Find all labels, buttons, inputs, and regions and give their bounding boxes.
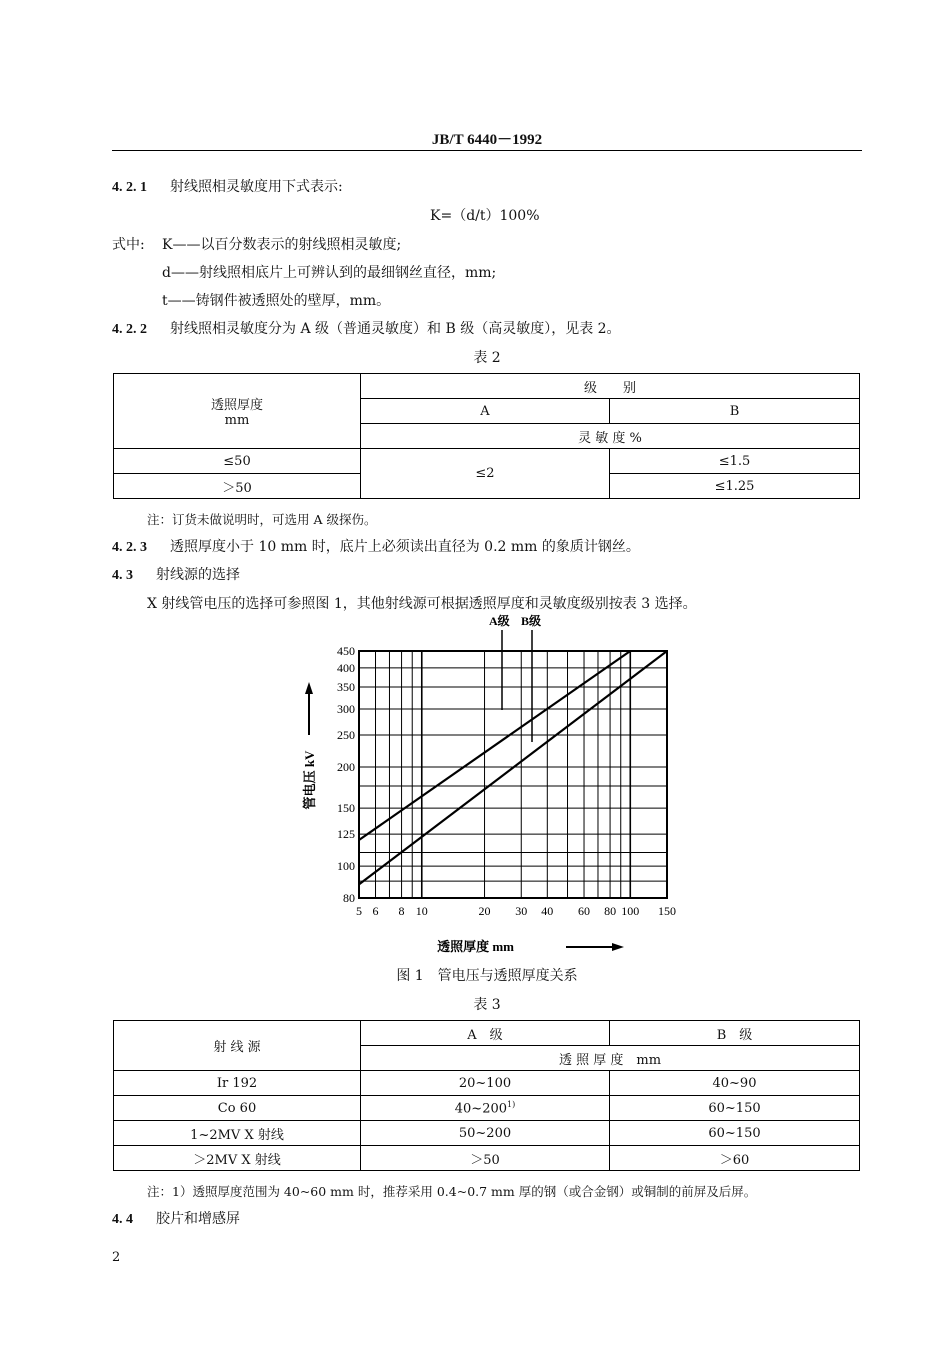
table-cell: ≤1.5 (610, 449, 860, 474)
x-tick-label: 80 (604, 904, 617, 918)
y-tick-label: 150 (337, 801, 355, 816)
section-number: 4. 3 (112, 568, 133, 583)
cell-value: 40~200 (454, 1101, 508, 1117)
table-cell (361, 1096, 610, 1121)
table-3 (113, 1020, 860, 1171)
x-tick-label: 60 (578, 904, 591, 918)
section-text: 射线照相灵敏度分为 A 级（普通灵敏度）和 B 级（高灵敏度），见表 2。 (170, 321, 621, 337)
section-4-4 (112, 1208, 240, 1228)
header-unit: mm (224, 413, 250, 428)
series-markers (489, 613, 541, 742)
series-label-b: B级 (521, 614, 542, 628)
y-tick-label: 400 (337, 660, 355, 675)
x-tick-label: 100 (621, 904, 640, 918)
table-cell: ＞50 (114, 474, 361, 499)
table2-col-b: B (610, 399, 860, 424)
table2-thickness-header (114, 374, 361, 449)
section-text: 透照厚度小于 10 mm 时，底片上必须读出直径为 0.2 mm 的象质计钢丝。 (170, 539, 640, 555)
table2-col-a: A (361, 399, 610, 424)
k-definition: K——以百分数表示的射线照相灵敏度; (162, 237, 402, 253)
y-tick-label: 250 (337, 728, 355, 743)
section-number: 4. 4 (112, 1212, 133, 1227)
table3-sub-header: 透 照 厚 度 mm (361, 1046, 860, 1071)
y-axis-arrow (305, 682, 313, 735)
x-tick-label: 8 (398, 904, 405, 918)
header-label: 透照厚度 (210, 398, 263, 413)
section-4-2-1 (112, 176, 343, 196)
section-4-3-text: X 射线管电压的选择可参照图 1，其他射线源可根据透照厚度和灵敏度级别按表 3 选择。 (147, 596, 697, 612)
formula: K=（d/t）100% (430, 208, 540, 224)
page-number: 2 (112, 1250, 121, 1265)
section-number: 4. 2. 2 (112, 322, 147, 337)
x-tick-label: 30 (515, 904, 528, 918)
x-tick-label: 6 (372, 904, 379, 918)
table3-caption: 表 3 (473, 997, 501, 1013)
y-tick-label: 450 (337, 644, 355, 658)
x-tick-label: 150 (658, 904, 676, 918)
y-tick-label: 125 (337, 827, 355, 842)
table-cell: 40~90 (610, 1071, 860, 1096)
x-tick-label: 5 (356, 904, 362, 918)
table-cell: ＞50 (361, 1146, 610, 1171)
table2-sensitivity-header: 灵 敏 度 % (361, 424, 860, 449)
table-cell: 60~150 (610, 1121, 860, 1146)
y-tick-label: 80 (343, 891, 355, 905)
y-tick-label: 100 (337, 859, 355, 874)
table2-caption: 表 2 (473, 350, 501, 366)
table-cell: 20~100 (361, 1071, 610, 1096)
y-tick-labels (337, 644, 355, 905)
table2-level-header: 级 别 (361, 374, 860, 399)
figure-caption: 图 1 管电压与透照厚度关系 (396, 968, 578, 984)
chart-svg (290, 610, 690, 960)
x-tick-label: 40 (541, 904, 554, 918)
table-cell: ≤1.25 (610, 474, 860, 499)
x-axis-label: 透照厚度 mm (437, 939, 514, 954)
table-cell: Ir 192 (114, 1071, 361, 1096)
table-cell: 1~2MV X 射线 (114, 1121, 361, 1146)
table-row (114, 1096, 860, 1121)
series-label-a: A级 (489, 614, 510, 628)
table-row (114, 1121, 860, 1146)
x-axis-arrow (566, 943, 624, 951)
table-cell: ＞60 (610, 1146, 860, 1171)
section-4-2-3 (112, 536, 640, 556)
table-row (114, 1146, 860, 1171)
section-4-2-2 (112, 318, 621, 338)
table-cell: ＞2MV X 射线 (114, 1146, 361, 1171)
x-tick-label: 10 (415, 904, 428, 918)
table-cell: ≤2 (361, 449, 610, 499)
section-4-3 (112, 564, 240, 584)
y-tick-label: 300 (337, 701, 355, 716)
table3-source-header: 射 线 源 (114, 1021, 361, 1071)
section-number: 4. 2. 1 (112, 180, 147, 195)
y-tick-label: 350 (337, 679, 355, 694)
table-cell: Co 60 (114, 1096, 361, 1121)
table2-note: 注：订货未做说明时，可选用 A 级探伤。 (147, 512, 377, 527)
table3-note: 注：1）透照厚度范围为 40~60 mm 时，推荐采用 0.4~0.7 mm 厚的钢（或合金钢）或铜制的前屏及后屏。 (147, 1184, 757, 1199)
x-tick-labels (356, 904, 676, 918)
table-cell: ≤50 (114, 449, 361, 474)
y-axis-label: 管电压 kV (302, 750, 317, 810)
where-label: 式中: (112, 237, 145, 253)
table-2 (113, 373, 860, 499)
table-row (114, 449, 860, 474)
table-cell: 60~150 (610, 1096, 860, 1121)
section-title: 射线源的选择 (156, 567, 240, 583)
d-definition: d——射线照相底片上可辨认到的最细钢丝直径，mm; (162, 265, 497, 281)
table3-a-header: A 级 (361, 1021, 610, 1046)
footnote-mark: 1) (507, 1099, 516, 1109)
y-tick-label: 200 (337, 759, 355, 774)
series-line-a (359, 651, 630, 840)
table-row (114, 1071, 860, 1096)
t-definition: t——铸钢件被透照处的壁厚，mm。 (162, 293, 391, 309)
table-cell: 50~200 (361, 1121, 610, 1146)
section-number: 4. 2. 3 (112, 540, 147, 555)
x-tick-label: 20 (478, 904, 491, 918)
document-header: JB/T 6440－1992 (431, 132, 543, 148)
table3-b-header: B 级 (610, 1021, 860, 1046)
section-title: 胶片和增感屏 (156, 1211, 240, 1227)
header-rule (112, 150, 862, 151)
section-text: 射线照相灵敏度用下式表示: (170, 179, 343, 195)
chart-grid (359, 651, 667, 898)
figure-1 (290, 610, 690, 960)
